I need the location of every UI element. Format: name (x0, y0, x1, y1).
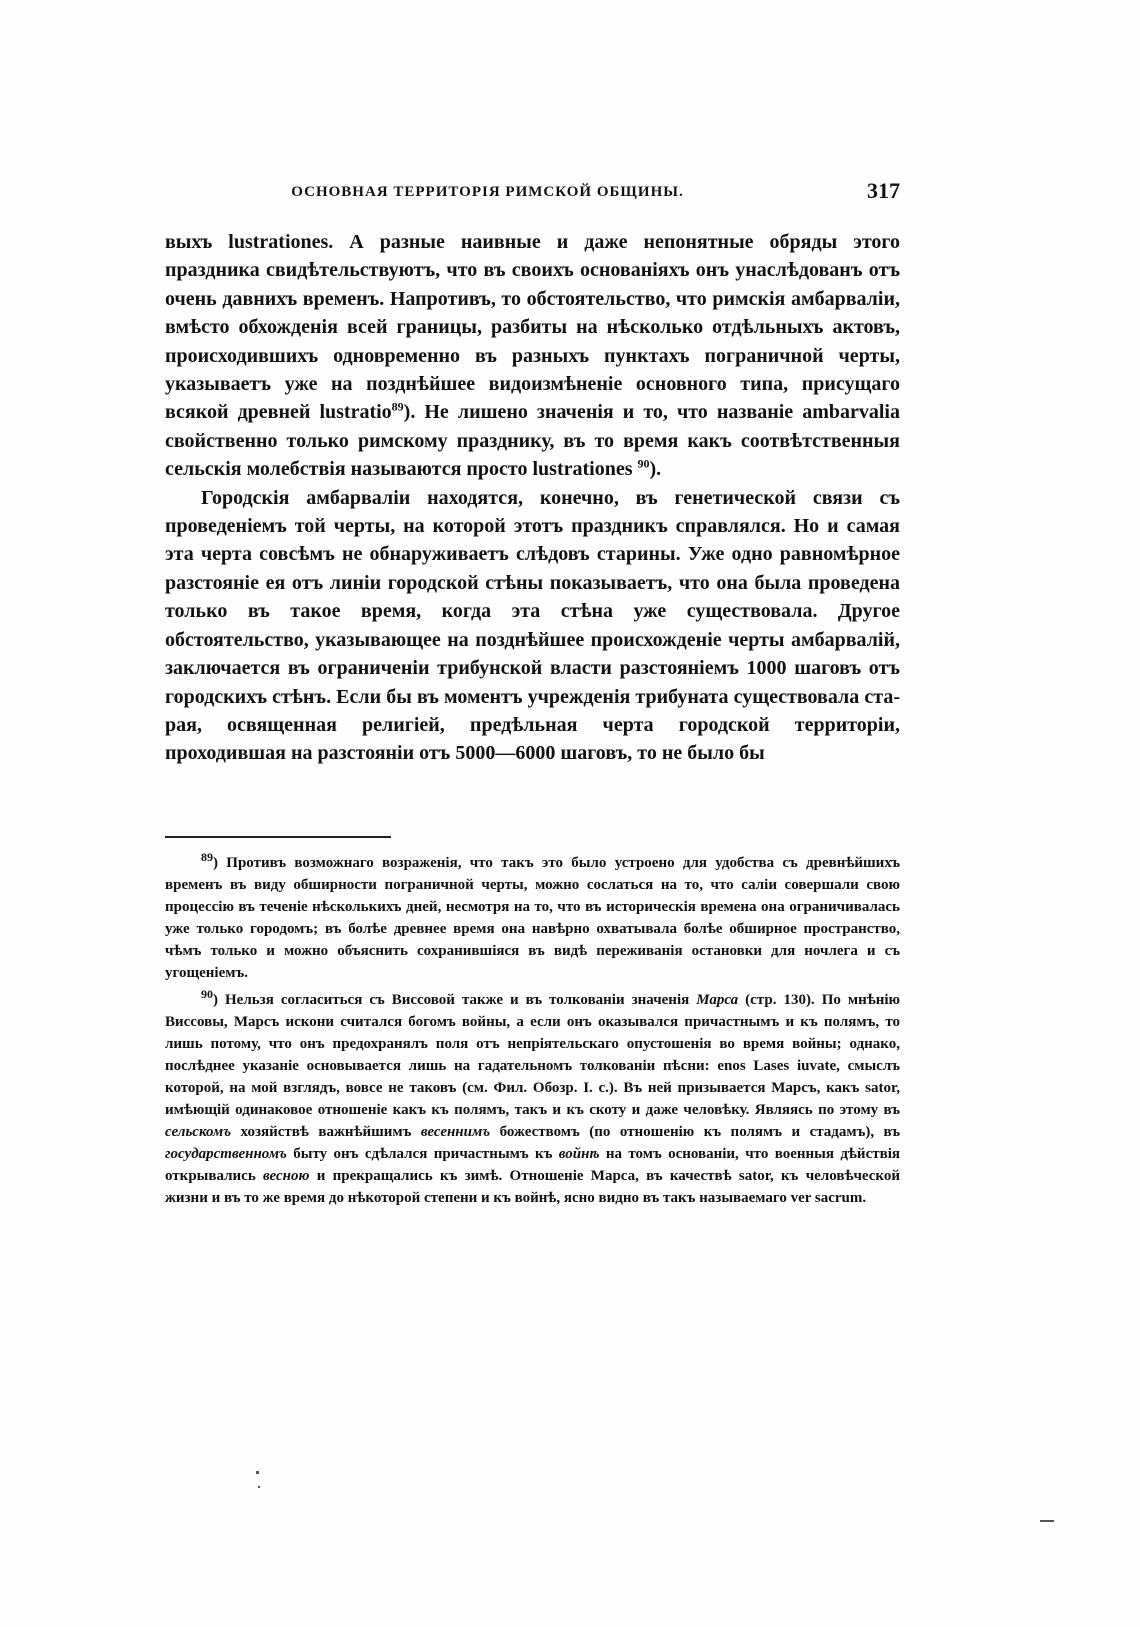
running-head: ОСНОВНАЯ ТЕРРИТОРІЯ РИМСКОЙ ОБЩИНЫ. (291, 184, 684, 200)
footnote-rule (165, 836, 391, 838)
footnote-90-text-d: божествомъ (по отношенію къ полямъ и стадамъ), въ (490, 1124, 901, 1141)
footnote-89-text: ) Противъ возможнаго возраженія, что такъ это было устроено для удобства съ древнѣйшихъ временъ въ виду обширности пограничной черты, можно сослаться на то, что саліи совершали свою процессію въ теченіе нѣсколькихъ дней, несмотря на то, что въ историческія времена она ограничивалась уже только городомъ; въ болѣе древнее время она навѣрно охватывала болѣе обширное пространство, чѣмъ только и можно объяснить сохранившіяся въ видѣ переживанія остановки для ночлега и съ угощеніемъ. (165, 855, 900, 982)
footnote-90-text-a: ) Нельзя согласиться съ Виссовой также и въ толкованіи значенія (213, 991, 697, 1008)
footnote-90-text-b: (стр. 130). По мнѣнію Виссовы, Марсъ искони считался богомъ войны, а если онъ оказывался причастнымъ и къ полямъ, то лишь потому, что онъ предохранялъ поля отъ непріятельскаго опустошенія во время войны; однако, послѣднее указаніе основывается лишь на гадательномъ толкованіи пѣсни: enos Lases iuvate, смыслъ которой, на мой взглядъ, вовсе не таковъ (см. Фил. Обозр. I. c.). Въ ней призывается Марсъ, какъ sator, имѣющій одинаковое отношеніе какъ къ полямъ, такъ и къ скоту и даже человѣку. Являясь по этому въ (165, 991, 900, 1119)
footnote-90-mars: Марса (696, 991, 739, 1008)
paragraph-1-part-b: ). Не лишено значенія и то, что названіе ambarvalia свойственно только римскому празднику, въ то время какъ соотвѣтственныя сельскія молебствія называются просто lustrationes (165, 401, 900, 481)
footnote-89 (165, 852, 900, 985)
footnote-90-selskom: сельскомъ (165, 1124, 232, 1141)
footnote-90-voine: войнѣ (558, 1146, 600, 1163)
scan-speck-2 (258, 1486, 260, 1488)
footnote-90-text-g: и прекращались къ зимѣ. Отношеніе Марса, въ качествѣ sator, къ человѣческой жизни и въ то же время до нѣкоторой степени и къ войнѣ, ясно видно въ такъ называемаго ver sacrum. (165, 1168, 901, 1207)
footnote-90-gosudarstvennom: государственномъ (165, 1146, 287, 1163)
footnote-89-number: 89 (201, 850, 213, 864)
footnotes (165, 852, 900, 1214)
scan-speck-3 (1040, 1520, 1054, 1522)
footnote-90-vesnoyu: весною (263, 1168, 310, 1185)
main-text (165, 228, 900, 768)
footnote-90-text-f: на томъ основаніи, что военныя дѣйствія открывались (165, 1146, 900, 1185)
paragraph-1 (165, 228, 900, 484)
footnote-90-text-c: хозяйствѣ важнѣйшимъ (231, 1124, 421, 1141)
page-number: 317 (867, 178, 900, 203)
scan-speck-1 (256, 1471, 259, 1474)
paragraph-1-part-c: ). (649, 458, 662, 481)
footnote-90-number: 90 (201, 986, 213, 1001)
footnote-ref-89: 89 (391, 399, 404, 414)
paragraph-1-part-a: выхъ lustrationes. А разные наивные и даже непонятные обряды этого праздника свидѣтельствуютъ, что въ своихъ основаніяхъ онъ унаслѣдованъ отъ очень давнихъ временъ. Напротивъ, то обстоятельство, что римскія амбарваліи, вмѣсто обхожденія всей границы, разбиты на нѣсколько отдѣльныхъ актовъ, происходившихъ одновременно въ разныхъ пунктахъ пограничной черты, указываетъ уже на позднѣйшее видоизмѣненіе основного типа, присущаго всякой древней lustratio (165, 231, 900, 424)
paragraph-2: Городскія амбарваліи находятся, конечно, въ генетической связи съ проведеніемъ той черты, на которой этотъ праздникъ справлялся. Но и самая эта черта совсѣмъ не обнаруживаетъ слѣдовъ старины. Уже одно равномѣрное разстояніе ея отъ линіи городской стѣны показываетъ, что она была проведена только въ такое время, когда эта стѣна уже существовала. Другое обстоятельство, указывающее на позднѣйшее происхожденіе черты амбарвалій, заключается въ ограниченіи трибунской власти разстояніемъ 1000 шаговъ отъ городскихъ стѣнъ. Если бы въ моментъ учрежденія трибуната существовала старая, освященная религіей, предѣльная черта городской территоріи, проходившая на разстояніи отъ 5000—6000 шаговъ, то не было бы (165, 486, 900, 765)
footnote-90-vesennim: весеннимъ (420, 1124, 491, 1141)
footnote-90 (165, 986, 901, 1210)
footnote-90-text-e: быту онъ сдѣлался причастнымъ къ (286, 1146, 559, 1163)
page-header (165, 178, 900, 208)
footnote-ref-90: 90 (637, 456, 650, 471)
